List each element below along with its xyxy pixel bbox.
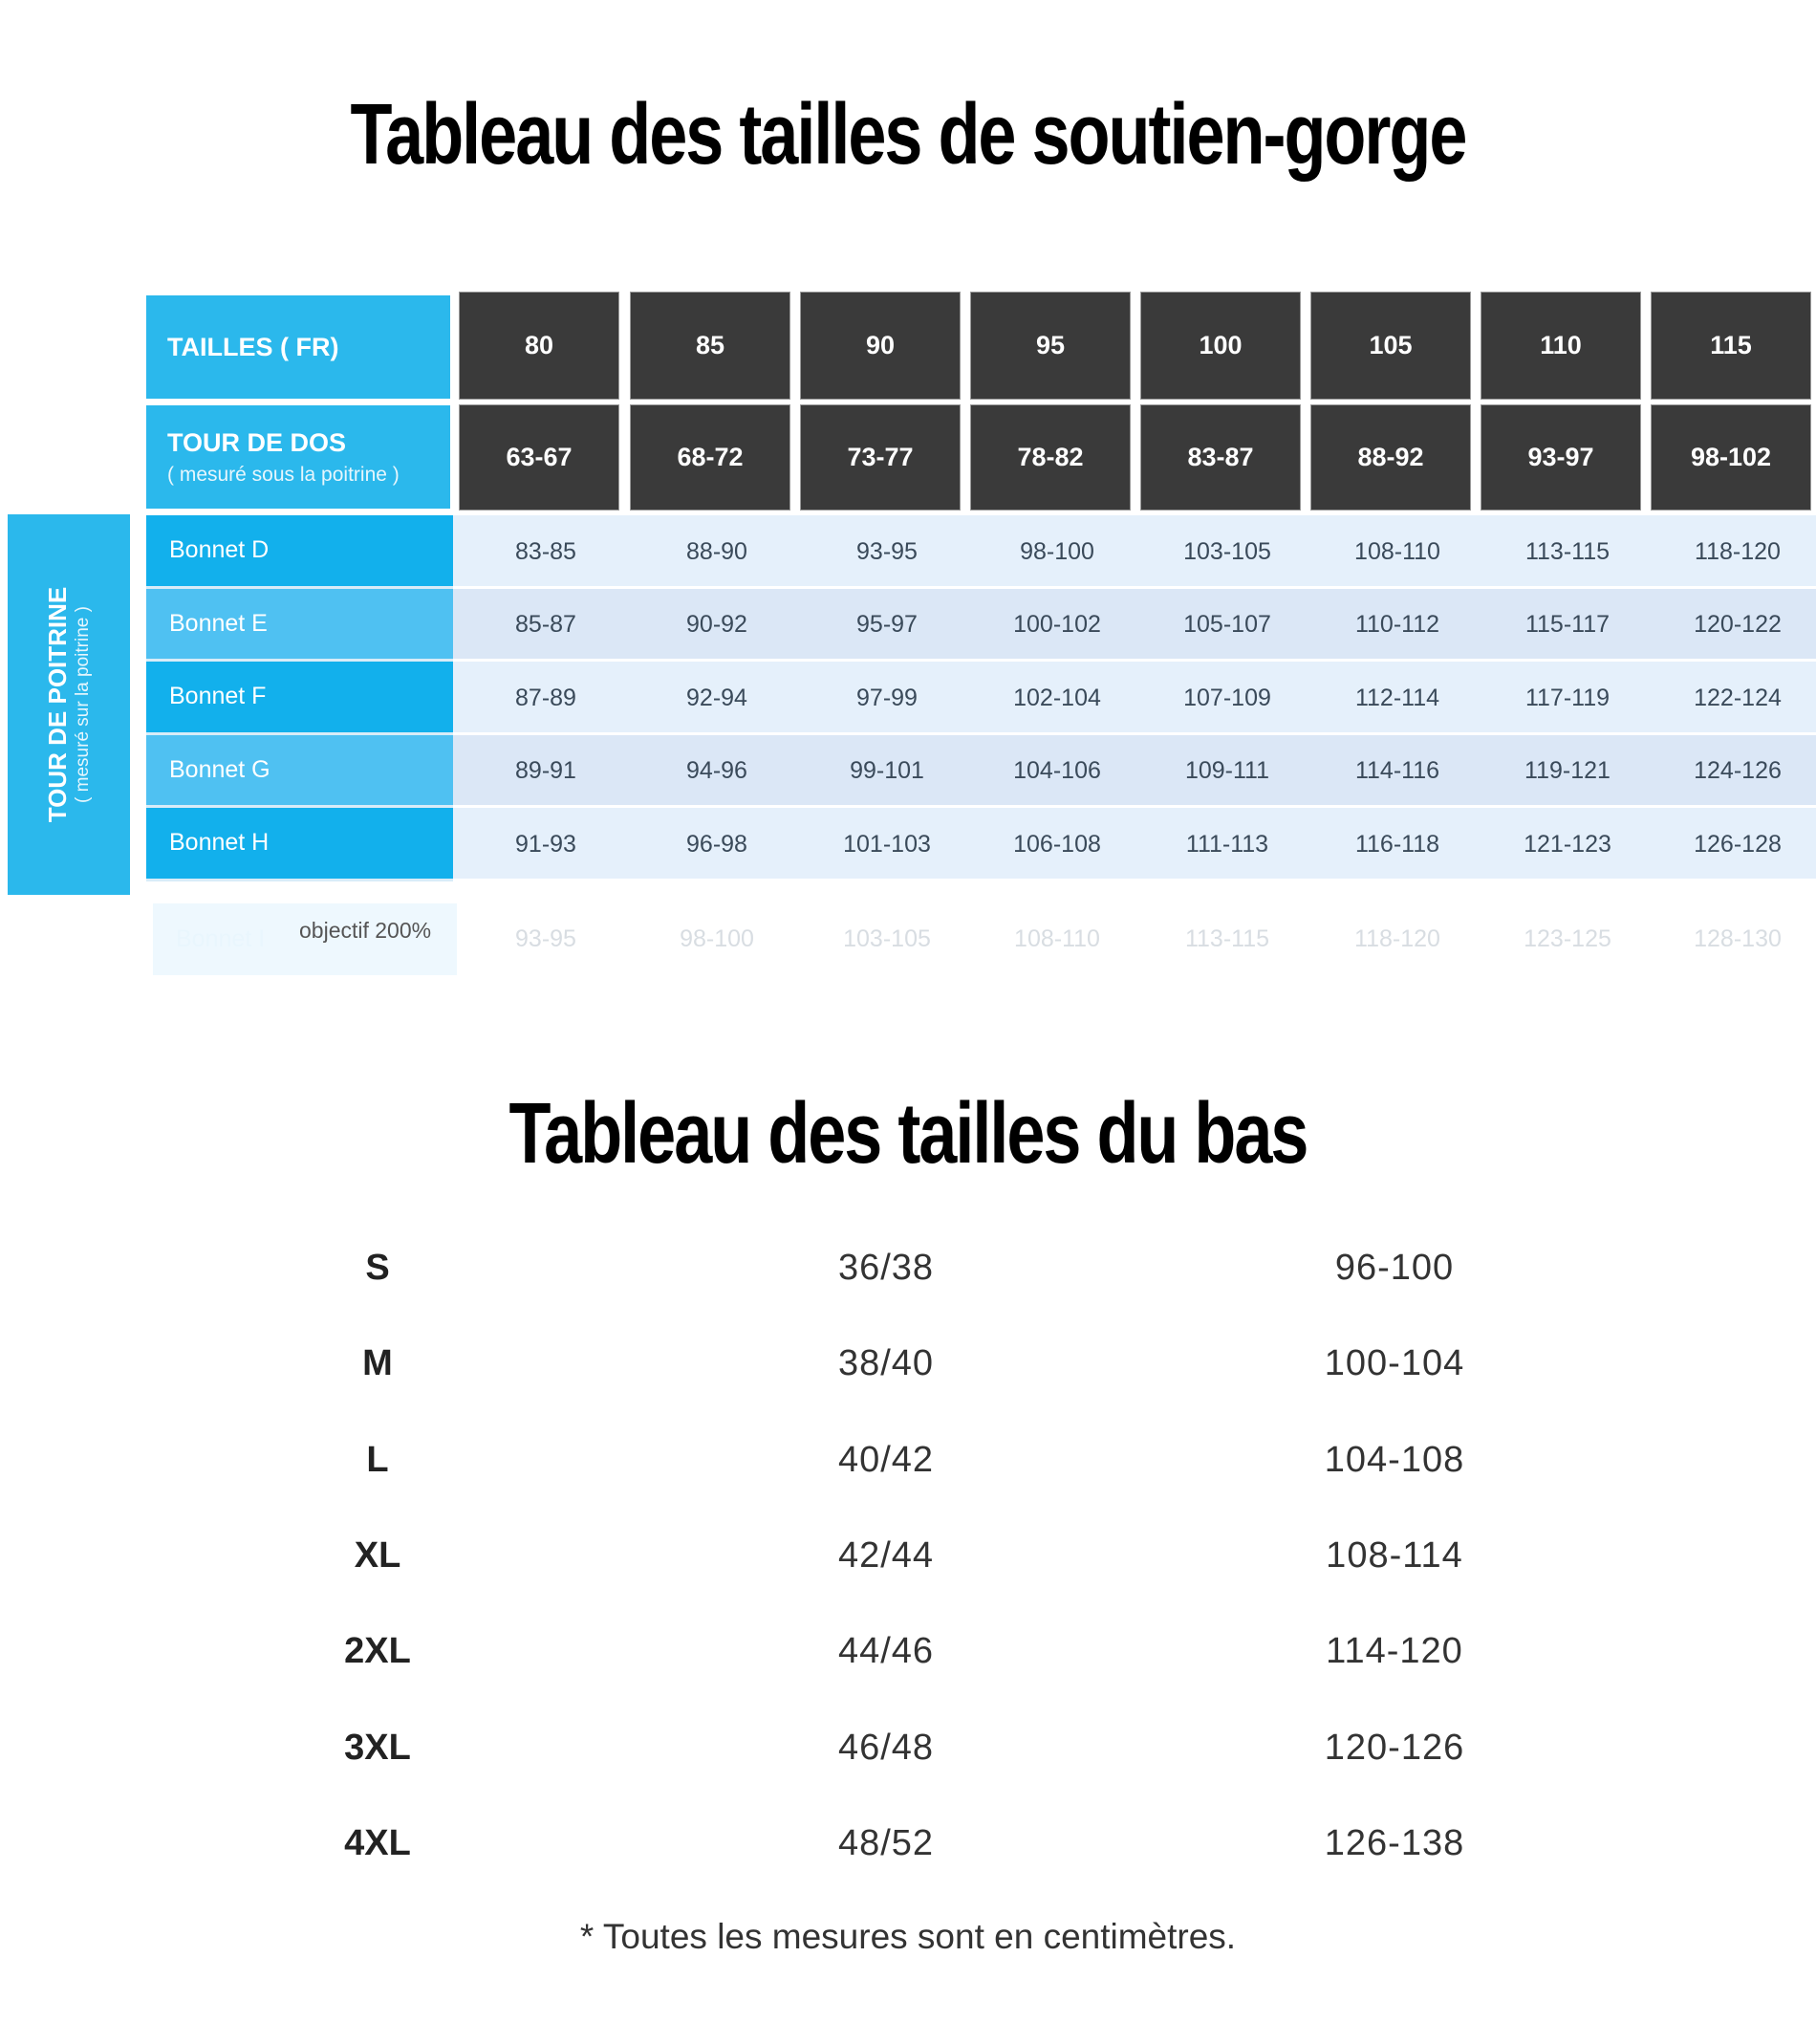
size-header-cell: 80 bbox=[459, 292, 619, 400]
cup-value-cell: 114-116 bbox=[1354, 757, 1440, 785]
zoom-note: objectif 200% bbox=[299, 918, 432, 943]
bottom-fr-size: 48/52 bbox=[837, 1822, 935, 1863]
cup-value-cell: 91-93 bbox=[515, 830, 576, 858]
bottom-size-row bbox=[0, 1535, 1816, 1593]
cup-value-cell: 124-126 bbox=[1694, 757, 1782, 785]
cup-value-cell: 92-94 bbox=[686, 684, 747, 711]
bottom-fr-size: 40/42 bbox=[837, 1439, 935, 1480]
bottom-size-label: 2XL bbox=[344, 1631, 411, 1672]
cup-value-cell: 107-109 bbox=[1183, 684, 1271, 711]
bottom-size-row bbox=[0, 1823, 1816, 1881]
cup-value-cell: 104-106 bbox=[1013, 757, 1101, 785]
back-measure-cell: 73-77 bbox=[800, 404, 961, 511]
cup-value-cell: 96-98 bbox=[686, 830, 747, 858]
bottom-fr-size: 44/46 bbox=[837, 1631, 935, 1672]
size-header-cell: 115 bbox=[1651, 292, 1811, 400]
bottom-cm-measure: 100-104 bbox=[1324, 1343, 1465, 1384]
bottom-cm-measure: 114-120 bbox=[1326, 1631, 1463, 1672]
cup-value-cell: 116-118 bbox=[1354, 830, 1440, 858]
cup-label-cell: Bonnet F bbox=[146, 662, 453, 735]
back-measure-cell: 68-72 bbox=[630, 404, 790, 511]
cup-value-cell: 87-89 bbox=[515, 684, 576, 711]
cup-value-cell: 118-120 bbox=[1695, 537, 1781, 565]
sizes-header-label bbox=[146, 295, 450, 399]
bottom-size-label: S bbox=[365, 1248, 390, 1288]
bottom-size-row bbox=[0, 1440, 1816, 1497]
bottom-cm-measure: 96-100 bbox=[1334, 1248, 1455, 1288]
bottom-size-label: 3XL bbox=[344, 1727, 411, 1768]
bottom-fr-size: 42/44 bbox=[837, 1534, 935, 1576]
cup-value-cell: 100-102 bbox=[1013, 611, 1101, 639]
cup-value-cell: 115-117 bbox=[1524, 611, 1611, 639]
cup-value-cell: 105-107 bbox=[1183, 611, 1271, 639]
bottom-cm-measure: 120-126 bbox=[1324, 1727, 1465, 1768]
bottom-size-label: XL bbox=[354, 1534, 401, 1576]
cup-label-cell: Bonnet H bbox=[146, 808, 453, 881]
cup-value-cell: 126-128 bbox=[1694, 830, 1782, 858]
cup-value-cell: 98-100 bbox=[1020, 537, 1094, 565]
bottom-size-row bbox=[0, 1631, 1816, 1688]
size-header-cell: 95 bbox=[970, 292, 1131, 400]
back-header-label bbox=[146, 405, 450, 509]
bust-side-label bbox=[44, 513, 94, 896]
back-measure-cell: 78-82 bbox=[970, 404, 1131, 511]
bottom-size-label: 4XL bbox=[344, 1822, 411, 1863]
cup-value-cell: 108-110 bbox=[1354, 537, 1440, 565]
bottom-size-label: M bbox=[362, 1343, 393, 1384]
cup-value-cell: 83-85 bbox=[515, 537, 576, 565]
bottom-fr-size: 36/38 bbox=[837, 1248, 935, 1288]
cup-label-cell: Bonnet D bbox=[146, 515, 453, 589]
faded-value-cell: 128-130 bbox=[1694, 925, 1782, 952]
cup-value-cell: 97-99 bbox=[856, 684, 918, 711]
back-header-subtext: ( mesuré sous la poitrine ) bbox=[167, 463, 400, 486]
cup-value-cell: 88-90 bbox=[686, 537, 747, 565]
size-header-cell: 110 bbox=[1481, 292, 1641, 400]
cup-value-cell: 85-87 bbox=[515, 611, 576, 639]
faded-value-cell: 98-100 bbox=[680, 925, 754, 952]
faded-value-cell: 108-110 bbox=[1014, 925, 1100, 952]
cup-value-cell: 102-104 bbox=[1013, 684, 1101, 711]
cup-label-cell: Bonnet G bbox=[146, 735, 453, 809]
cup-value-cell: 95-97 bbox=[856, 611, 918, 639]
faded-value-cell: 103-105 bbox=[843, 925, 931, 952]
faded-value-cell: 123-125 bbox=[1524, 925, 1611, 952]
bottom-cm-measure: 104-108 bbox=[1324, 1439, 1465, 1480]
cup-label-cell: Bonnet E bbox=[146, 589, 453, 663]
bra-chart-title: Tableau des tailles de soutien-gorge bbox=[350, 87, 1466, 183]
cup-value-cell: 90-92 bbox=[686, 611, 747, 639]
size-header-cell: 105 bbox=[1310, 292, 1471, 400]
back-measure-cell: 83-87 bbox=[1140, 404, 1301, 511]
cup-value-cell: 119-121 bbox=[1524, 757, 1611, 785]
faded-value-cell: 113-115 bbox=[1184, 925, 1270, 952]
cup-value-cell: 89-91 bbox=[515, 757, 576, 785]
cup-value-cell: 113-115 bbox=[1524, 537, 1611, 565]
cup-value-cell: 117-119 bbox=[1524, 684, 1611, 711]
cup-value-cell: 106-108 bbox=[1013, 830, 1101, 858]
cup-value-cell: 110-112 bbox=[1354, 611, 1440, 639]
faded-cup-label: Bonnet I bbox=[153, 903, 457, 975]
bottom-fr-size: 46/48 bbox=[837, 1727, 935, 1768]
cup-value-cell: 122-124 bbox=[1694, 684, 1782, 711]
size-header-cell: 90 bbox=[800, 292, 961, 400]
bottom-fr-size: 38/40 bbox=[837, 1343, 935, 1384]
bottom-chart-title: Tableau des tailles du bas bbox=[508, 1086, 1308, 1182]
cup-value-cell: 103-105 bbox=[1183, 537, 1271, 565]
back-header-text: TOUR DE DOS bbox=[167, 427, 347, 457]
back-measure-cell: 98-102 bbox=[1651, 404, 1811, 511]
cup-value-cell: 101-103 bbox=[843, 830, 931, 858]
cup-value-cell: 99-101 bbox=[850, 757, 924, 785]
cup-value-cell: 121-123 bbox=[1524, 830, 1611, 858]
cup-value-cell: 112-114 bbox=[1354, 684, 1440, 711]
bottom-size-row bbox=[0, 1343, 1816, 1401]
back-measure-cell: 93-97 bbox=[1481, 404, 1641, 511]
size-header-cell: 100 bbox=[1140, 292, 1301, 400]
bottom-size-row bbox=[0, 1728, 1816, 1785]
size-header-cell: 85 bbox=[630, 292, 790, 400]
bottom-size-row bbox=[0, 1248, 1816, 1305]
cup-value-cell: 109-111 bbox=[1184, 757, 1270, 785]
faded-value-cell: 118-120 bbox=[1354, 925, 1440, 952]
bottom-cm-measure: 126-138 bbox=[1324, 1822, 1465, 1863]
faded-value-cell: 93-95 bbox=[515, 925, 576, 952]
bottom-cm-measure: 108-114 bbox=[1326, 1534, 1463, 1576]
sizes-header-text: TAILLES ( FR) bbox=[167, 332, 339, 361]
bust-side-title: TOUR DE POITRINE bbox=[43, 586, 73, 823]
bust-side-subtitle: ( mesuré sur la poitrine ) bbox=[73, 606, 94, 803]
cup-value-cell: 120-122 bbox=[1694, 611, 1782, 639]
cup-value-cell: 111-113 bbox=[1185, 830, 1269, 858]
back-measure-cell: 63-67 bbox=[459, 404, 619, 511]
cup-value-cell: 94-96 bbox=[686, 757, 747, 785]
footnote: * Toutes les mesures sont en centimètres. bbox=[579, 1917, 1237, 1956]
cup-value-cell: 93-95 bbox=[856, 537, 918, 565]
back-measure-cell: 88-92 bbox=[1310, 404, 1471, 511]
bottom-size-label: L bbox=[366, 1439, 389, 1480]
